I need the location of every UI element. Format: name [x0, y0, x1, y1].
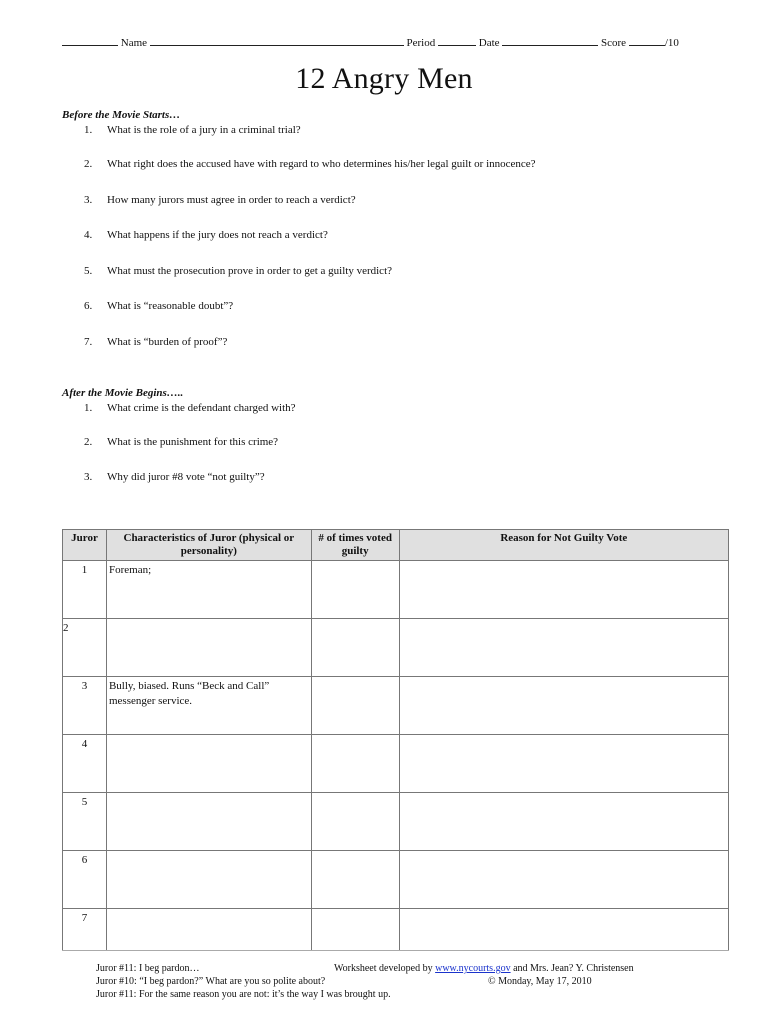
characteristics-cell[interactable]	[106, 851, 311, 909]
question-item: 1. What is the role of a jury in a criminal trial?	[84, 124, 301, 136]
after-movie-heading: After the Movie Begins…..	[62, 387, 184, 399]
question-item: 4. What happens if the jury does not reach a verdict?	[84, 229, 328, 241]
credit-prefix: Worksheet developed by	[334, 963, 433, 974]
date-label: Date	[478, 37, 500, 49]
nycourts-link[interactable]: www.nycourts.gov	[435, 963, 511, 974]
question-item: 7. What is “burden of proof”?	[84, 336, 228, 348]
juror-number: 6	[63, 851, 107, 909]
question-item: 2. What is the punishment for this crime?	[84, 436, 279, 448]
student-info-line	[62, 36, 742, 49]
juror-number: 1	[63, 561, 107, 619]
characteristics-cell[interactable]	[106, 735, 311, 793]
reason-cell[interactable]	[399, 561, 728, 619]
guilty-votes-cell[interactable]	[311, 909, 399, 951]
reason-cell[interactable]	[399, 619, 728, 677]
reason-cell[interactable]	[399, 851, 728, 909]
question-item: 3. Why did juror #8 vote “not guilty”?	[84, 471, 265, 483]
guilty-votes-cell[interactable]	[311, 793, 399, 851]
question-item: 3. How many jurors must agree in order to reach a verdict?	[84, 194, 356, 206]
before-movie-heading: Before the Movie Starts…	[62, 109, 181, 121]
table-header-row	[63, 530, 729, 561]
score-total: /10	[664, 37, 679, 49]
reason-cell[interactable]	[399, 793, 728, 851]
characteristics-cell[interactable]	[106, 909, 311, 951]
footer-credit	[334, 962, 634, 975]
quote-line: Juror #11: For the same reason you are not: it’s the way I was brought up.	[96, 989, 391, 1000]
quote-line: Juror #11: I beg pardon…	[96, 963, 200, 974]
score-label: Score	[601, 37, 627, 49]
table-row	[63, 851, 729, 909]
footer-date: © Monday, May 17, 2010	[488, 976, 592, 987]
characteristics-cell[interactable]	[106, 619, 311, 677]
table-row	[63, 793, 729, 851]
column-header-juror: Juror	[63, 530, 107, 561]
question-item: 6. What is “reasonable doubt”?	[84, 300, 234, 312]
guilty-votes-cell[interactable]	[311, 851, 399, 909]
period-blank[interactable]	[438, 36, 476, 46]
table-row	[63, 735, 729, 793]
guilty-votes-cell[interactable]	[311, 561, 399, 619]
page-title: 12 Angry Men	[295, 62, 473, 95]
credit-suffix: and Mrs. Jean? Y. Christensen	[513, 963, 634, 974]
column-header-characteristics: Characteristics of Juror (physical or personality)	[106, 530, 311, 561]
id-blank[interactable]	[62, 36, 118, 46]
juror-table	[62, 529, 729, 951]
name-label: Name	[120, 37, 148, 49]
characteristics-cell[interactable]: Foreman;	[106, 561, 311, 619]
reason-cell[interactable]	[399, 677, 728, 735]
juror-number: 3	[63, 677, 107, 735]
table-row	[63, 677, 729, 735]
date-blank[interactable]	[502, 36, 598, 46]
table-row	[63, 619, 729, 677]
guilty-votes-cell[interactable]	[311, 619, 399, 677]
characteristics-cell[interactable]: Bully, biased. Runs “Beck and Call” messenger service.	[106, 677, 311, 735]
juror-number: 4	[63, 735, 107, 793]
characteristics-cell[interactable]	[106, 793, 311, 851]
column-header-times-voted-guilty: # of times voted guilty	[311, 530, 399, 561]
table-row	[63, 561, 729, 619]
reason-cell[interactable]	[399, 909, 728, 951]
question-item: 2. What right does the accused have with regard to who determines his/her legal guilt or innocence?	[84, 158, 536, 170]
reason-cell[interactable]	[399, 735, 728, 793]
question-item: 1. What crime is the defendant charged with?	[84, 402, 296, 414]
column-header-reason: Reason for Not Guilty Vote	[399, 530, 728, 561]
name-blank[interactable]	[150, 36, 404, 46]
score-blank[interactable]	[629, 36, 665, 46]
table-row	[63, 909, 729, 951]
guilty-votes-cell[interactable]	[311, 735, 399, 793]
period-label: Period	[406, 37, 436, 49]
quote-line: Juror #10: “I beg pardon?” What are you so polite about?	[96, 976, 326, 987]
juror-number: 5	[63, 793, 107, 851]
juror-number: 2	[63, 619, 107, 677]
juror-number: 7	[63, 909, 107, 951]
guilty-votes-cell[interactable]	[311, 677, 399, 735]
question-item: 5. What must the prosecution prove in order to get a guilty verdict?	[84, 265, 393, 277]
